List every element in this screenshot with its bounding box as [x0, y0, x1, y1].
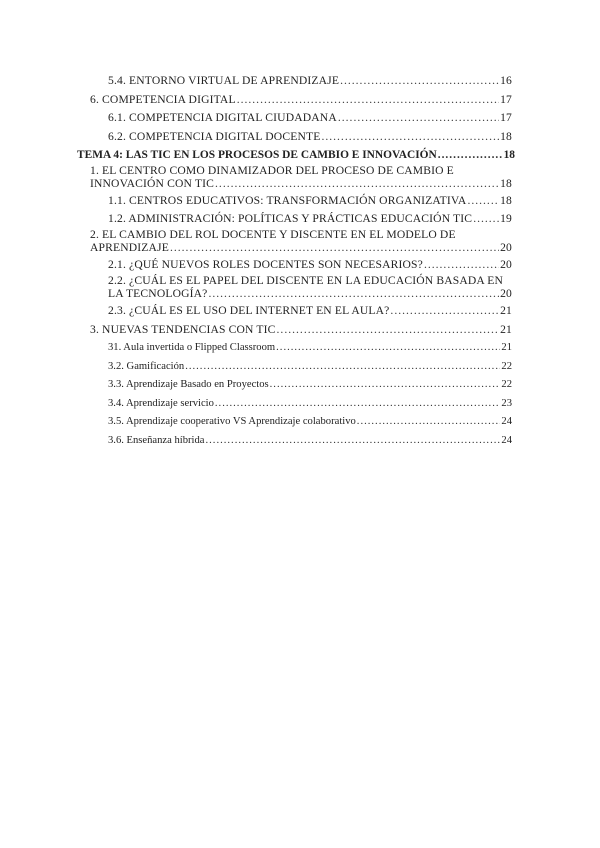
toc-entry[interactable] — [77, 395, 527, 414]
toc-entry-title: 3.4. Aprendizaje servicio — [108, 397, 214, 409]
table-of-contents — [77, 72, 527, 450]
toc-leader-dots — [467, 192, 499, 211]
toc-entry-title-line1: 1. EL CENTRO COMO DINAMIZADOR DEL PROCESO DE CAMBIO E — [90, 163, 454, 177]
toc-entry-title-line2: APRENDIZAJE — [90, 241, 169, 255]
toc-leader-dots — [170, 241, 499, 254]
toc-leader-dots — [321, 128, 499, 147]
toc-entry[interactable] — [77, 339, 527, 358]
toc-entry-title: 3.6. Enseñanza híbrida — [108, 434, 205, 446]
toc-page-number: 21 — [501, 342, 512, 354]
toc-page-number: 16 — [500, 74, 512, 87]
toc-entry-title: 6.1. COMPETENCIA DIGITAL CIUDADANA — [108, 111, 337, 124]
toc-entry[interactable] — [77, 128, 527, 147]
toc-leader-dots — [215, 395, 501, 414]
toc-entry[interactable] — [77, 302, 527, 321]
toc-page-number: 17 — [500, 92, 512, 106]
toc-page-number: 24 — [501, 434, 512, 446]
toc-leader-dots — [473, 210, 499, 229]
toc-leader-dots — [340, 72, 499, 91]
toc-entry-title: 3.3. Aprendizaje Basado en Proyectos — [108, 379, 269, 391]
toc-leader-dots — [206, 432, 501, 451]
toc-entry-title: 3.2. Gamificación — [108, 360, 185, 372]
toc-page-number: 18 — [503, 149, 515, 161]
toc-leader-dots — [185, 358, 500, 377]
toc-entry[interactable] — [77, 210, 527, 229]
toc-entry[interactable] — [77, 275, 527, 300]
toc-entry-title-line2: LA TECNOLOGÍA? — [108, 287, 208, 301]
toc-leader-dots — [390, 302, 499, 321]
toc-chapter-entry[interactable] — [77, 146, 527, 165]
toc-entry-title: 6.2. COMPETENCIA DIGITAL DOCENTE — [108, 129, 321, 143]
toc-entry[interactable] — [77, 256, 527, 275]
toc-entry-title: 3. NUEVAS TENDENCIAS CON TIC — [90, 322, 276, 336]
toc-entry[interactable] — [77, 432, 527, 451]
toc-entry-title: 31. Aula invertida o Flipped Classroom — [108, 342, 276, 354]
toc-leader-dots — [215, 177, 499, 190]
toc-leader-dots — [237, 91, 499, 110]
toc-entry[interactable] — [77, 91, 527, 110]
toc-page-number: 23 — [501, 397, 512, 409]
toc-page-number: 22 — [501, 360, 512, 372]
toc-entry-title-line1: 2. EL CAMBIO DEL ROL DOCENTE Y DISCENTE EN EL MODELO DE — [90, 227, 456, 241]
toc-page-number: 17 — [500, 111, 512, 124]
toc-entry-title: 6. COMPETENCIA DIGITAL — [90, 92, 236, 106]
toc-page-number: 20 — [500, 241, 512, 255]
toc-leader-dots — [424, 256, 499, 275]
toc-page-number: 18 — [500, 176, 512, 190]
toc-leader-dots — [208, 287, 499, 300]
toc-page-number: 19 — [500, 212, 512, 226]
toc-entry-title-line1: 2.2. ¿CUÁL ES EL PAPEL DEL DISCENTE EN LA EDUCACIÓN BASADA EN — [108, 273, 504, 287]
toc-entry-title: 2.3. ¿CUÁL ES EL USO DEL INTERNET EN EL AULA? — [108, 304, 390, 318]
toc-page-number: 18 — [500, 193, 512, 207]
toc-leader-dots — [270, 376, 501, 395]
toc-page-number: 20 — [500, 258, 512, 272]
toc-leader-dots — [438, 146, 503, 165]
toc-entry[interactable] — [77, 376, 527, 395]
toc-page-number: 21 — [500, 322, 512, 336]
toc-page-number: 21 — [500, 304, 512, 318]
toc-entry[interactable] — [77, 192, 527, 211]
toc-entry-title: 1.1. CENTROS EDUCATIVOS: TRANSFORMACIÓN ORGANIZATIVA — [108, 193, 467, 207]
toc-entry[interactable] — [77, 358, 527, 377]
toc-leader-dots — [357, 413, 501, 432]
toc-entry-title-line2: INNOVACIÓN CON TIC — [90, 176, 215, 190]
toc-entry-title: 3.5. Aprendizaje cooperativo VS Aprendizaje colaborativo — [108, 416, 356, 428]
toc-entry[interactable] — [77, 72, 527, 91]
toc-chapter-title: TEMA 4: LAS TIC EN LOS PROCESOS DE CAMBIO E INNOVACIÓN — [77, 149, 437, 161]
toc-entry-title: 5.4. ENTORNO VIRTUAL DE APRENDIZAJE — [108, 74, 340, 87]
toc-entry[interactable] — [77, 321, 527, 340]
toc-entry[interactable] — [77, 109, 527, 128]
toc-page-number: 24 — [501, 416, 512, 428]
toc-leader-dots — [338, 109, 499, 128]
toc-entry[interactable] — [77, 413, 527, 432]
toc-entry-title: 1.2. ADMINISTRACIÓN: POLÍTICAS Y PRÁCTICAS EDUCACIÓN TIC — [108, 212, 473, 226]
toc-page-number: 22 — [501, 379, 512, 391]
toc-page-number: 18 — [500, 129, 512, 143]
toc-page-number: 20 — [500, 287, 512, 301]
toc-entry[interactable] — [77, 229, 527, 254]
toc-entry[interactable] — [77, 165, 527, 190]
toc-entry-title: 2.1. ¿QUÉ NUEVOS ROLES DOCENTES SON NECESARIOS? — [108, 258, 423, 272]
toc-leader-dots — [276, 339, 500, 358]
toc-leader-dots — [277, 321, 500, 340]
